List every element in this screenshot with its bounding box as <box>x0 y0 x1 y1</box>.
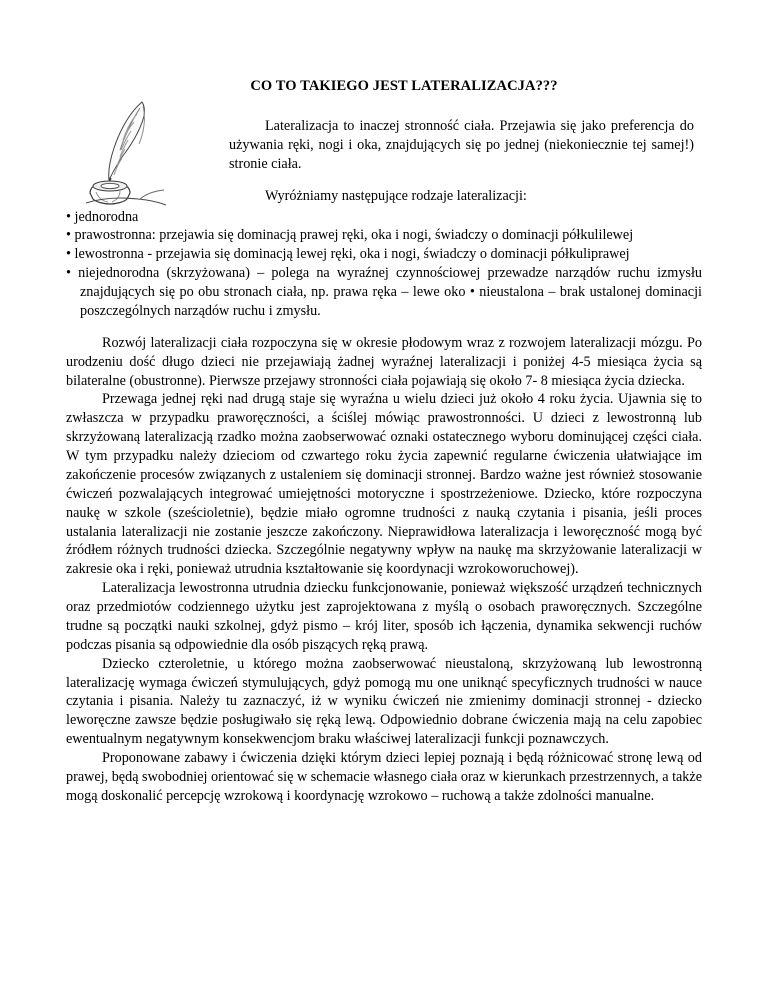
types-lead-text: Wyróżniamy następujące rodzaje lateralizacji: <box>265 187 527 204</box>
quill-pen-icon <box>80 98 200 208</box>
body-paragraph: Lateralizacja lewostronna utrudnia dziecku funkcjonowanie, ponieważ większość urządzeń technicznych oraz przedmiotów codziennego użytku jest zaprojektowana z myślą o osobach praworęcznych. Szczególne trudne są początki nauki szkolnej, gdyż pismo – krój liter, sposób ich łączenia, dynamika sekwencji ruchów podczas pisania są odpowiednie dla osób piszących ręką prawą. <box>66 580 702 653</box>
list-item: • jednorodna <box>66 208 139 225</box>
body-paragraph: Dziecko czteroletnie, u którego można zaobserwować nieustaloną, skrzyżowaną lub lewostronną lateralizację wymaga ćwiczeń stymulujących, gdyż pomogą mu one uniknąć specyficznych trudności w nauce czytania i pisania. Należy tu zaznaczyć, iż w wyniku ćwiczeń nie zmienimy dominacji stronnej - dziecko leworęczne zawsze będzie posługiwało się ręką lewą. Odpowiednio dobrane ćwiczenia mają na celu zapobiec ewentualnym negatywnym konsekwencjom braku właściwej lateralizacji funkcji poznawczych. <box>66 655 702 748</box>
body-paragraph: Proponowane zabawy i ćwiczenia dzięki którym dzieci lepiej poznają i będą różnicować stronę lewą od prawej, będą swobodniej orientować się w schemacie własnego ciała oraz w kierunkach przestrzennych, a także mogą doskonalić percepcję wzrokową i koordynację wzrokowo – ruchową a także zdolności manualne. <box>66 750 702 804</box>
body-paragraph: Przewaga jednej ręki nad drugą staje się wyraźna u wielu dzieci już około 4 roku życia. Ujawnia się to zwłaszcza w przypadku praworęczności, a ściślej mówiąc prawostronności. U dzieci z lewostronną lub skrzyżowaną lateralizacją rzadko można zaobserwować oznaki ostatecznego wyboru dominującej części ciała. W tym przypadku należy dzieciom od czwartego roku życia zapewnić regularne ćwiczenia ułatwiające im zakończenie procesów związanych z ustaleniem się dominacji stronnej. Bardzo ważne jest również stosowanie ćwiczeń pozwalających integrować umiejętności motoryczne i spostrzeżeniowe. Dziecko, które rozpoczyna naukę w szkole (sześcioletnie), będzie miało ogromne trudności z nauką czytania i pisania, jeśli proces ustalania lateralizacji nie zostanie jeszcze zakończony. Nieprawidłowa lateralizacja i leworęczność mogą być źródłem różnych trudności dziecka. Szczególnie negatywny wpływ na naukę ma skrzyżowanie lateralizacji w zakresie oka i ręki, ponieważ utrudnia kształtowanie się koordynacji wzrokoworuchowej). <box>66 391 702 578</box>
types-lead-block <box>229 187 694 206</box>
intro-paragraph: Lateralizacja to inaczej stronność ciała. Przejawia się jako preferencja do używania ręki, nogi i oka, znajdujących się po jednej (niekoniecznie tej samej!) stronie ciała. <box>229 118 694 172</box>
list-item: • prawostronna: przejawia się dominacją prawej ręki, oka i nogi, świadczy o dominacji półkulilewej <box>66 227 634 244</box>
body-text <box>66 334 702 806</box>
body-paragraph: Rozwój lateralizacji ciała rozpoczyna się w okresie płodowym wraz z rozwojem lateralizacji mózgu. Po urodzeniu dość długo dzieci nie przejawiają żadnej wyraźnej lateralizacji i poniżej 4-5 miesiąca życia są bilateralne (obustronne). Pierwsze przejawy stronności ciała pojawiają się około 7- 8 miesiąca życia dziecka. <box>66 334 702 389</box>
page-title: CO TO TAKIEGO JEST LATERALIZACJA??? <box>250 78 558 94</box>
lateralization-types-list <box>66 208 702 321</box>
list-item: • lewostronna - przejawia się dominacją lewej ręki, oka i nogi, świadczy o dominacji półkuliprawej <box>66 246 630 263</box>
list-item: • niejednorodna (skrzyżowana) – polega na wyraźnej czynnościowej przewadze narządów ruchu izmysłu znajdujących się po obu stronach ciała, np. prawa ręka – lewe oko • nieustalona – brak ustalonej dominacji poszczególnych narządów ruchu i zmysłu. <box>66 265 702 319</box>
intro-block <box>229 117 694 174</box>
